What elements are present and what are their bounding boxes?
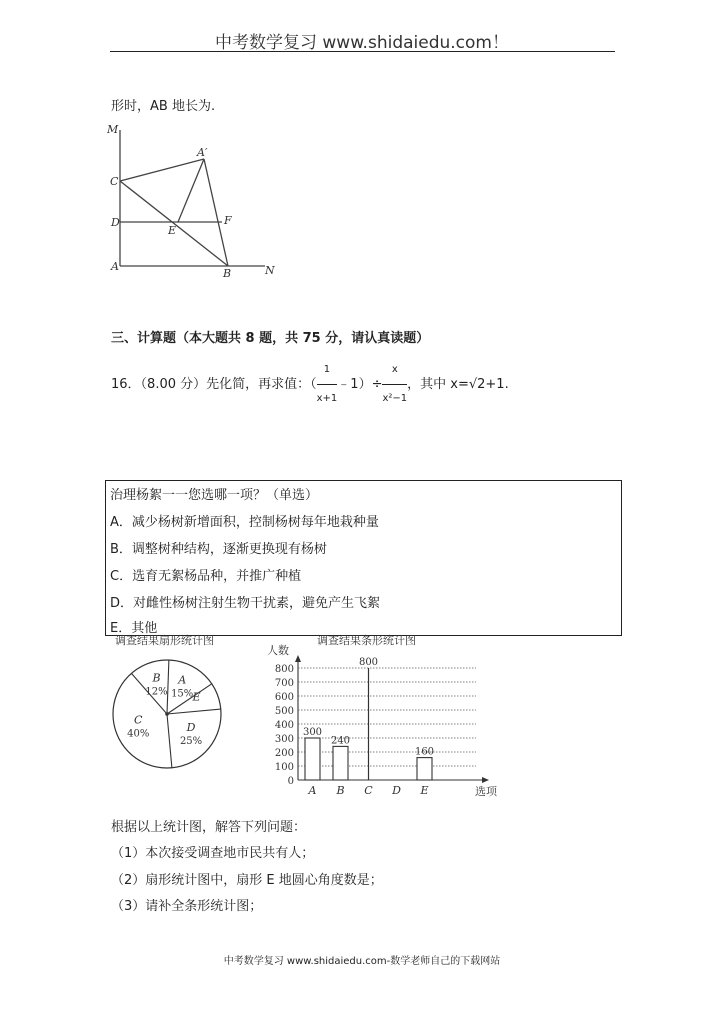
bar-ytick-500: 500 [274, 706, 294, 717]
survey-option-c: C．选育无絮杨品种，并推广种植 [110, 569, 302, 584]
bar-x-axis-arrow [482, 777, 489, 783]
bar-xtick-e: E [420, 784, 429, 797]
geometry-figure [105, 118, 285, 280]
pie-center [165, 712, 169, 716]
q16-prefix: 16．（8.00 分）先化简，再求值：（ [111, 377, 317, 392]
bar-ytick-400: 400 [274, 720, 294, 731]
q16-frac1-denominator: x+1 [316, 393, 338, 404]
q16-frac1-numerator: 1 [317, 356, 338, 385]
pie-chart-title: 调查结果扇形统计图 [115, 634, 214, 647]
label-d: D [111, 216, 120, 229]
bar-ytick-100: 100 [274, 762, 294, 773]
label-m: M [107, 123, 119, 136]
segment-a-prime-e [178, 159, 204, 222]
bar-b [333, 746, 348, 780]
survey-option-b: B．调整树种结构，逐渐更换现有杨树 [110, 542, 327, 557]
survey-option-d: D．对雌性杨树注射生物干扰素，避免产生飞絮 [110, 596, 381, 611]
pie-label-d: D [186, 721, 196, 735]
bar-ytick-600: 600 [274, 692, 294, 703]
pie-label-c: C [134, 713, 143, 727]
bar-ytick-200: 200 [274, 748, 294, 759]
bar-chart [262, 632, 512, 802]
bar-xtick-b: B [336, 784, 345, 797]
instructions-lead: 根据以上统计图，解答下列问题： [111, 820, 307, 835]
instruction-item-3: （3）请补全条形统计图； [111, 899, 263, 914]
q16-frac2-numerator: x [382, 356, 407, 385]
pie-value-d: 25% [179, 736, 203, 748]
bar-a [305, 738, 320, 780]
label-c: C [110, 175, 119, 188]
pie-value-c: 40% [127, 728, 150, 740]
intro-text: 形时，AB 地长为. [111, 99, 216, 114]
bar-xtick-c: C [364, 784, 373, 797]
bar-xtick-d: D [392, 784, 401, 797]
pie-slice-d-boundary [167, 709, 221, 714]
pie-value-b: 12% [145, 686, 168, 698]
survey-option-a: A．减少杨树新增面积，控制杨树每年地栽种量 [110, 515, 379, 530]
segment-ca-prime [120, 159, 204, 181]
pie-chart [105, 632, 245, 777]
bar-value-e: 160 [414, 746, 435, 758]
instruction-item-2: （2）扇形统计图中，扇形 E 地圆心角度数是； [111, 873, 383, 888]
label-a-prime: A′ [197, 146, 208, 159]
pie-value-a: 15% [171, 688, 194, 700]
bar-ytick-0: 0 [287, 776, 294, 787]
q16-suffix: ，其中 x=√2+1. [407, 377, 509, 392]
bar-ytick-300: 300 [274, 734, 294, 745]
page-header: 中考数学复习 www.shidaiedu.com！ [215, 33, 509, 53]
page-footer: 中考数学复习 www.shidaiedu.com-数学老师自己的下载网站 [223, 956, 501, 967]
pie-slice-c-boundary [167, 714, 172, 768]
bar-ytick-700: 700 [274, 678, 294, 689]
bar-e [417, 758, 432, 780]
pie-label-e: E [192, 690, 201, 704]
label-a: A [111, 260, 119, 273]
survey-option-e: E．其他 [110, 621, 158, 636]
bar-value-c: 800 [358, 657, 379, 668]
bar-ytick-800: 800 [274, 664, 294, 675]
bar-y-axis-arrow [295, 655, 301, 662]
q16-fraction-1 [317, 356, 338, 413]
q16-mid: ﹣1）÷ [337, 377, 383, 392]
label-n: N [265, 264, 275, 277]
label-b: B [223, 267, 232, 280]
pie-label-b: B [152, 671, 161, 685]
label-f: F [224, 214, 232, 227]
bar-chart-ylabel: 人数 [267, 644, 289, 657]
header-divider [110, 51, 615, 52]
bar-value-a: 300 [302, 727, 323, 738]
section-heading: 三、计算题（本大题共 8 题，共 75 分，请认真读题） [111, 331, 430, 346]
bar-xtick-a: A [308, 784, 317, 797]
bar-chart-title: 调查结果条形统计图 [317, 634, 416, 647]
q16-frac2-denominator: x²−1 [382, 393, 408, 404]
pie-label-a: A [178, 673, 187, 687]
survey-box [105, 480, 622, 636]
label-e: E [168, 224, 177, 237]
q16-fraction-2 [382, 356, 407, 413]
bar-value-b: 240 [330, 735, 351, 747]
survey-question: 治理杨絮一一您选哪一项？（单选） [110, 488, 319, 503]
bar-chart-xlabel: 选项 [475, 785, 497, 798]
question-16 [111, 356, 509, 413]
instruction-item-1: （1）本次接受调查地市民共有人； [111, 846, 315, 861]
